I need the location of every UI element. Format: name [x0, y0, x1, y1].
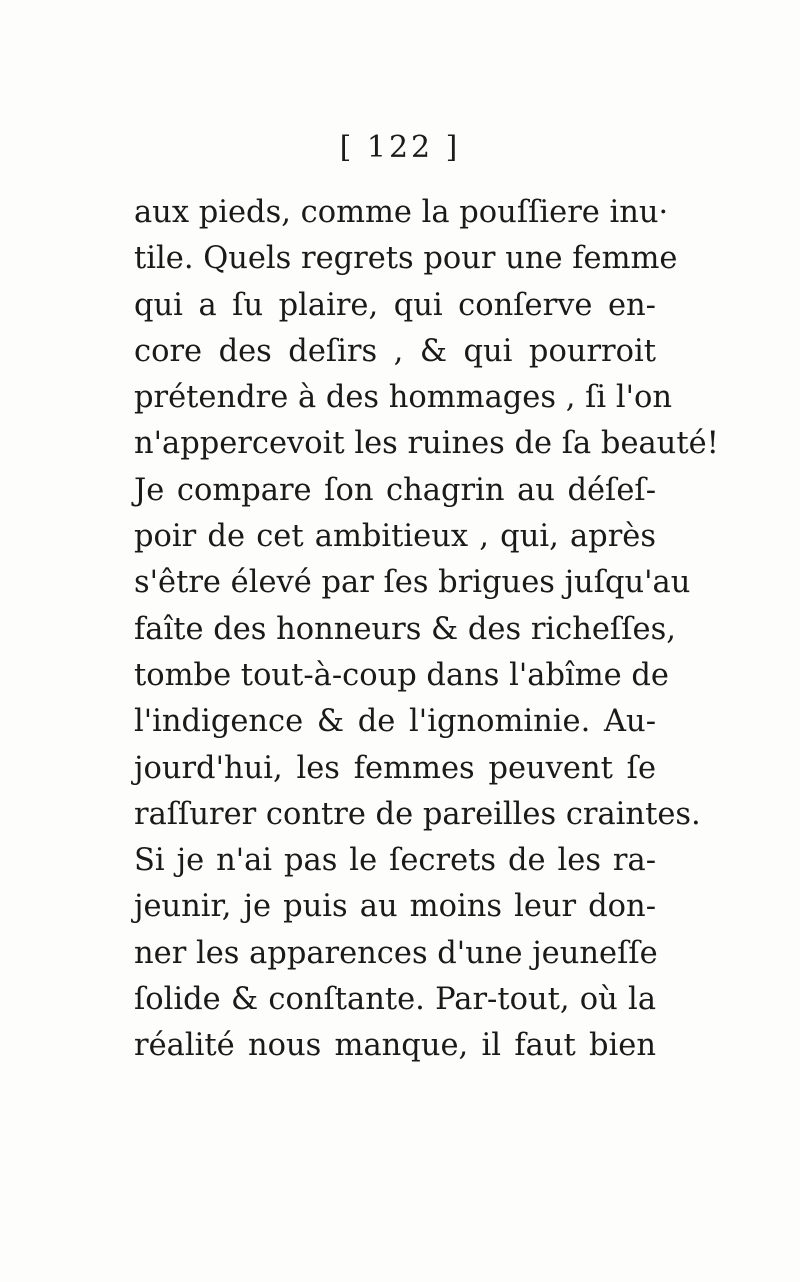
text-line: prétendre à des hommages , ſi l'on: [134, 380, 672, 416]
text-line: tile. Quels regrets pour une femme: [134, 241, 678, 277]
text-line: core des deſirs , & qui pourroit: [134, 333, 656, 369]
text-line: raſſurer contre de pareilles craintes.: [134, 796, 701, 832]
text-line: tombe tout-à-coup dans l'abîme de: [134, 657, 669, 693]
text-line: Je compare ſon chagrin au déſeſ-: [134, 472, 656, 508]
text-line: poir de cet ambitieux , qui, après: [134, 519, 656, 555]
text-line: qui a ſu plaire, qui conſerve en-: [134, 287, 656, 323]
text-line: ner les apparences d'une jeuneſſe: [134, 935, 658, 971]
body-text: [134, 190, 719, 1070]
text-line: ſolide & conſtante. Par-tout, où la: [134, 982, 656, 1018]
text-line: aux pieds, comme la pouſſiere inu·: [134, 195, 669, 230]
page-number: [ 122 ]: [339, 130, 461, 165]
text-line: faîte des honneurs & des richeſſes,: [134, 611, 676, 647]
text-line: n'appercevoit les ruines de ſa beauté!: [134, 426, 719, 462]
text-line: s'être élevé par ſes brigues juſqu'au: [134, 565, 691, 601]
text-line: l'indigence & de l'ignominie. Au-: [134, 704, 656, 740]
text-line: Si je n'ai pas le ſecrets de les ra-: [134, 843, 656, 879]
text-line: réalité nous manque, il faut bien: [134, 1028, 656, 1064]
text-line: jourd'hui, les femmes peuvent ſe: [134, 750, 656, 786]
text-line: jeunir, je puis au moins leur don-: [134, 889, 656, 925]
